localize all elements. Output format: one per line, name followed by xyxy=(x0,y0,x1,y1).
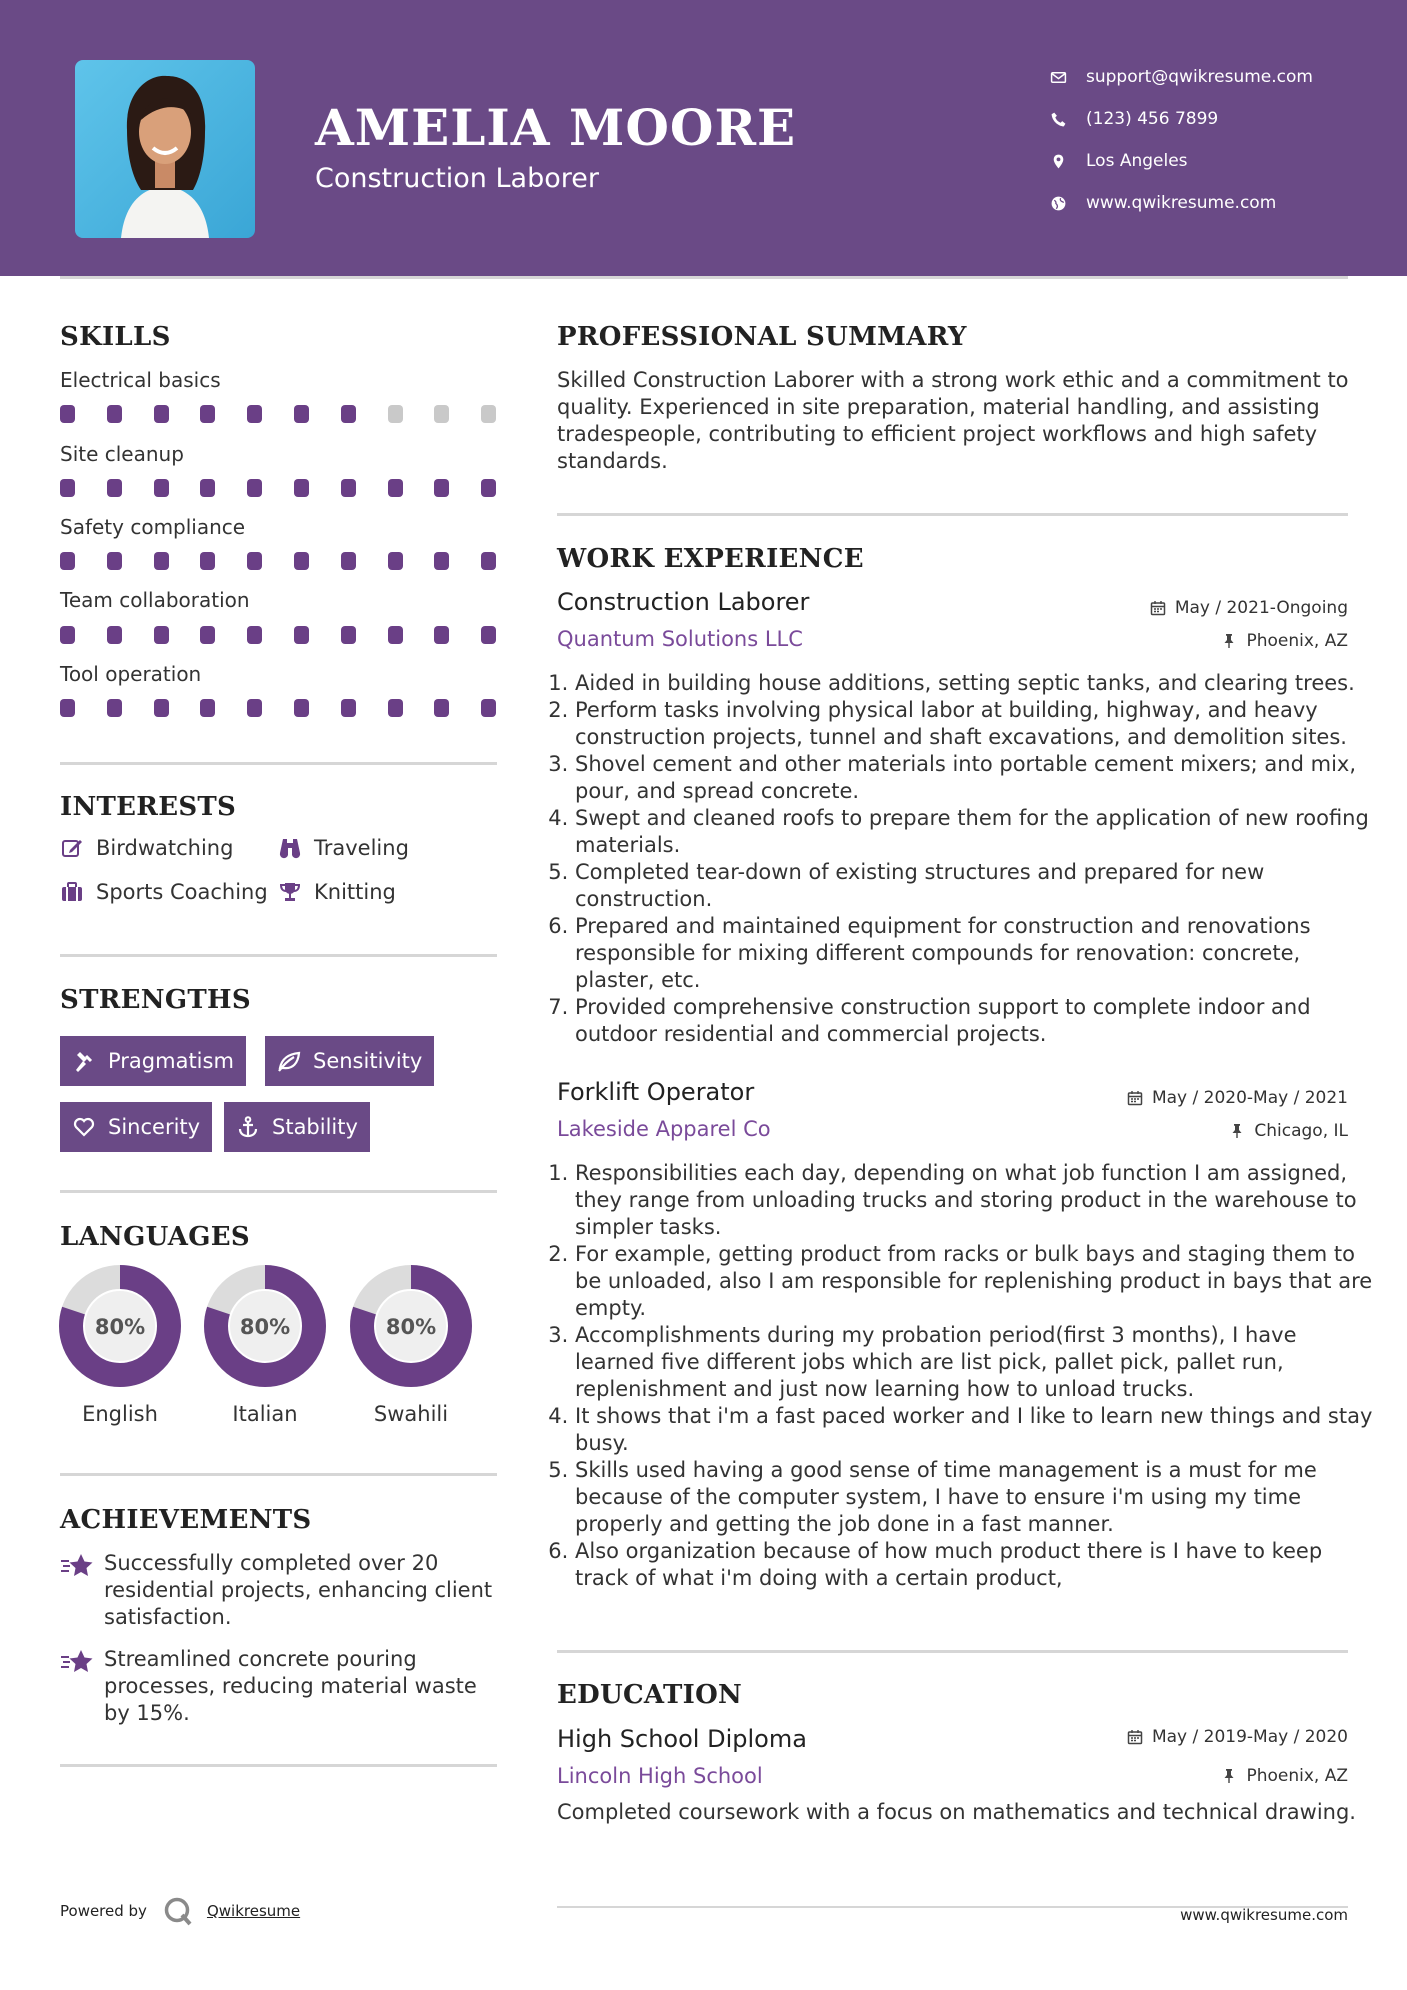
interest-label: Traveling xyxy=(314,836,409,860)
education-location-text: Phoenix, AZ xyxy=(1246,1766,1348,1786)
rating-dot-filled xyxy=(294,552,309,570)
rating-dot-filled xyxy=(107,699,122,717)
rating-dot-filled xyxy=(341,479,356,497)
qwikresume-logo-icon xyxy=(163,1896,193,1926)
interest-label: Sports Coaching xyxy=(96,880,268,904)
rating-dot-filled xyxy=(247,405,262,423)
job-location-text: Chicago, IL xyxy=(1254,1121,1348,1141)
achievement-text: Successfully completed over 20 residential projects, enhancing client satisfaction. xyxy=(104,1551,493,1629)
job-location xyxy=(1221,631,1348,651)
rating-dot-filled xyxy=(341,405,356,423)
skill-rating xyxy=(60,405,500,423)
section-divider xyxy=(557,1650,1348,1653)
achievement-text: Streamlined concrete pouring processes, reducing material waste by 15%. xyxy=(104,1647,477,1725)
envelope-icon xyxy=(1050,69,1086,86)
contact-website-text: www.qwikresume.com xyxy=(1086,193,1277,213)
job-title: Construction Laborer xyxy=(557,588,810,616)
bullet-item: 2. For example, getting product from racks or bulk bays and staging them to be unloaded, also I am responsible for replenishing product in bays that are empty. xyxy=(575,1241,1375,1322)
rating-dot-filled xyxy=(341,626,356,644)
skill-rating xyxy=(60,626,500,644)
school-name: Lincoln High School xyxy=(557,1764,763,1788)
rating-dot-filled xyxy=(107,626,122,644)
company-name: Quantum Solutions LLC xyxy=(557,627,803,651)
language-item xyxy=(50,1264,190,1426)
rating-dot-filled xyxy=(60,405,75,423)
rating-dot-filled xyxy=(247,552,262,570)
interest-item xyxy=(278,836,409,860)
powered-by-label: Powered by xyxy=(60,1902,147,1920)
rating-dot-filled xyxy=(294,405,309,423)
skill-label: Tool operation xyxy=(60,662,202,686)
strength-label: Sensitivity xyxy=(313,1049,423,1073)
company-name: Lakeside Apparel Co xyxy=(557,1117,771,1141)
rating-dot-filled xyxy=(434,552,449,570)
bullet-item: 2. Perform tasks involving physical labor at building, highway, and heavy construction projects, tunnel and shaft excavations, and demolition sites. xyxy=(575,697,1375,751)
rating-dot-filled xyxy=(481,699,496,717)
education-text: Completed coursework with a focus on mathematics and technical drawing. xyxy=(557,1800,1356,1824)
skill-label: Site cleanup xyxy=(60,442,184,466)
contact-website[interactable] xyxy=(1050,182,1390,224)
language-item xyxy=(195,1264,335,1426)
rating-dot-filled xyxy=(60,699,75,717)
rating-dot-filled xyxy=(200,405,215,423)
education-date xyxy=(1127,1727,1348,1747)
location-pin-icon xyxy=(1050,153,1086,170)
language-name: English xyxy=(82,1402,158,1426)
education-location xyxy=(1221,1766,1348,1786)
experience-heading: WORK EXPERIENCE xyxy=(557,544,864,574)
language-ring xyxy=(203,1264,327,1388)
strengths-heading: STRENGTHS xyxy=(60,985,251,1015)
leaf-icon xyxy=(277,1049,301,1073)
language-ring xyxy=(349,1264,473,1388)
strength-label: Pragmatism xyxy=(108,1049,234,1073)
strength-tag xyxy=(224,1102,370,1152)
job-location-text: Phoenix, AZ xyxy=(1246,631,1348,651)
pushpin-icon xyxy=(1229,1123,1245,1139)
rating-dot-filled xyxy=(294,699,309,717)
language-percent: 80% xyxy=(94,1315,146,1339)
rating-dot-filled xyxy=(294,479,309,497)
achievement-item xyxy=(60,1550,500,1631)
rating-dot-filled xyxy=(388,479,403,497)
rating-dot-filled xyxy=(434,626,449,644)
job-date-text: May / 2021-Ongoing xyxy=(1174,598,1348,618)
rating-dot-filled xyxy=(154,405,169,423)
skill-rating xyxy=(60,699,500,717)
rating-dot-filled xyxy=(154,626,169,644)
bullet-item: 6. Prepared and maintained equipment for construction and renovations responsible for mixing different compounds for renovation: concrete, plaster, etc. xyxy=(575,913,1375,994)
bullet-item: 1. Aided in building house additions, setting septic tanks, and clearing trees. xyxy=(575,670,1375,697)
star-icon xyxy=(60,1646,104,1727)
candidate-title: Construction Laborer xyxy=(315,163,599,194)
skill-rating xyxy=(60,552,500,570)
rating-dot-filled xyxy=(200,479,215,497)
contact-email-text: support@qwikresume.com xyxy=(1086,67,1313,87)
rating-dot-filled xyxy=(107,552,122,570)
summary-heading: PROFESSIONAL SUMMARY xyxy=(557,322,967,352)
skill-label: Electrical basics xyxy=(60,368,221,392)
contact-location-text: Los Angeles xyxy=(1086,151,1188,171)
contact-phone[interactable] xyxy=(1050,98,1390,140)
summary-text: Skilled Construction Laborer with a strong work ethic and a commitment to quality. Experienced in site preparation, material handling, and assisting tradespeople, contributing to efficient project workflows and high safety standards. xyxy=(557,368,1349,473)
contact-list xyxy=(1050,56,1390,224)
phone-icon xyxy=(1050,111,1086,128)
skill-label: Safety compliance xyxy=(60,515,246,539)
globe-icon xyxy=(1050,195,1086,212)
section-divider xyxy=(557,513,1348,516)
rating-dot-filled xyxy=(60,626,75,644)
job-bullets xyxy=(557,1160,1375,1592)
heart-icon xyxy=(72,1115,96,1139)
bullet-item: 5. Skills used having a good sense of time management is a must for me because of the computer system, I have to ensure i'm using my time properly and getting the job done in a fast manner. xyxy=(575,1457,1375,1538)
rating-dot-filled xyxy=(247,626,262,644)
contact-email[interactable] xyxy=(1050,56,1390,98)
rating-dot-filled xyxy=(481,479,496,497)
rating-dot-filled xyxy=(481,552,496,570)
section-divider xyxy=(60,1473,497,1476)
interest-item xyxy=(60,880,268,904)
bullet-item: 7. Provided comprehensive construction support to complete indoor and outdoor residential and commercial projects. xyxy=(575,994,1375,1048)
profile-photo xyxy=(75,60,255,238)
interest-label: Knitting xyxy=(314,880,396,904)
edit-icon xyxy=(60,836,96,860)
rating-dot-filled xyxy=(154,699,169,717)
bullet-item: 1. Responsibilities each day, depending on what job function I am assigned, they range from unloading trucks and storing product in the warehouse to simpler tasks. xyxy=(575,1160,1375,1241)
job-bullets xyxy=(557,670,1375,1048)
rating-dot-filled xyxy=(294,626,309,644)
job-location xyxy=(1229,1121,1348,1141)
strength-tag xyxy=(60,1036,246,1086)
trophy-icon xyxy=(278,880,314,904)
binoculars-icon xyxy=(278,836,314,860)
interest-item xyxy=(278,880,396,904)
rating-dot-filled xyxy=(388,552,403,570)
briefcase-icon xyxy=(60,880,96,904)
achievements-heading: ACHIEVEMENTS xyxy=(60,1505,312,1535)
bullet-item: 4. Swept and cleaned roofs to prepare them for the application of new roofing materials. xyxy=(575,805,1375,859)
candidate-name: AMELIA MOORE xyxy=(315,98,797,157)
section-divider xyxy=(60,1190,497,1193)
footer-url[interactable]: www.qwikresume.com xyxy=(1180,1906,1348,1924)
rating-dot-empty xyxy=(481,405,496,423)
rating-dot-filled xyxy=(154,479,169,497)
rating-dot-filled xyxy=(107,479,122,497)
section-divider xyxy=(60,762,497,765)
rating-dot-filled xyxy=(434,699,449,717)
skill-rating xyxy=(60,479,500,497)
strength-label: Sincerity xyxy=(108,1115,201,1139)
rating-dot-filled xyxy=(481,626,496,644)
achievement-item xyxy=(60,1646,500,1727)
rating-dot-empty xyxy=(434,405,449,423)
interest-label: Birdwatching xyxy=(96,836,234,860)
calendar-icon xyxy=(1150,600,1166,616)
bullet-item: 4. It shows that i'm a fast paced worker and I like to learn new things and stay busy. xyxy=(575,1403,1375,1457)
rating-dot-filled xyxy=(200,552,215,570)
rating-dot-filled xyxy=(154,552,169,570)
pushpin-icon xyxy=(1221,1768,1237,1784)
section-divider xyxy=(60,954,497,957)
footer-powered-by xyxy=(60,1896,300,1926)
calendar-icon xyxy=(1127,1729,1143,1745)
language-ring xyxy=(58,1264,182,1388)
job-date xyxy=(1127,1088,1348,1108)
degree-title: High School Diploma xyxy=(557,1725,807,1753)
resume-header xyxy=(0,0,1407,276)
language-percent: 80% xyxy=(385,1315,437,1339)
rating-dot-filled xyxy=(341,699,356,717)
contact-location xyxy=(1050,140,1390,182)
rating-dot-filled xyxy=(434,479,449,497)
rating-dot-filled xyxy=(388,626,403,644)
rating-dot-filled xyxy=(247,479,262,497)
bullet-item: 3. Shovel cement and other materials into portable cement mixers; and mix, pour, and spread concrete. xyxy=(575,751,1375,805)
job-date-text: May / 2020-May / 2021 xyxy=(1151,1088,1348,1108)
section-divider xyxy=(60,1764,497,1767)
education-date-text: May / 2019-May / 2020 xyxy=(1151,1727,1348,1747)
rating-dot-filled xyxy=(107,405,122,423)
rating-dot-filled xyxy=(247,699,262,717)
contact-phone-text: (123) 456 7899 xyxy=(1086,109,1219,129)
interests-heading: INTERESTS xyxy=(60,792,237,822)
star-icon xyxy=(60,1550,104,1631)
gavel-icon xyxy=(72,1049,96,1073)
interest-item xyxy=(60,836,233,860)
language-item xyxy=(341,1264,481,1426)
language-percent: 80% xyxy=(239,1315,291,1339)
rating-dot-filled xyxy=(341,552,356,570)
rating-dot-filled xyxy=(200,626,215,644)
language-name: Italian xyxy=(232,1402,298,1426)
rating-dot-filled xyxy=(60,479,75,497)
bullet-item: 3. Accomplishments during my probation period(first 3 months), I have learned five different jobs which are list pick, pallet pick, pallet run, replenishment and just now learning how to unload trucks. xyxy=(575,1322,1375,1403)
skills-heading: SKILLS xyxy=(60,322,171,352)
rating-dot-filled xyxy=(60,552,75,570)
header-divider xyxy=(60,276,1348,279)
brand-link[interactable]: Qwikresume xyxy=(206,1902,301,1920)
education-heading: EDUCATION xyxy=(557,1680,743,1710)
strength-label: Stability xyxy=(272,1115,358,1139)
rating-dot-empty xyxy=(388,405,403,423)
languages-heading: LANGUAGES xyxy=(60,1222,250,1252)
calendar-icon xyxy=(1127,1090,1143,1106)
bullet-item: 5. Completed tear-down of existing structures and prepared for new construction. xyxy=(575,859,1375,913)
anchor-icon xyxy=(236,1115,260,1139)
job-title: Forklift Operator xyxy=(557,1078,755,1106)
rating-dot-filled xyxy=(388,699,403,717)
strength-tag xyxy=(265,1036,434,1086)
strength-tag xyxy=(60,1102,212,1152)
job-date xyxy=(1150,598,1348,618)
rating-dot-filled xyxy=(200,699,215,717)
bullet-item: 6. Also organization because of how much product there is I have to keep track of what i'm doing with a certain product, xyxy=(575,1538,1375,1592)
pushpin-icon xyxy=(1221,633,1237,649)
skill-label: Team collaboration xyxy=(60,588,250,612)
language-name: Swahili xyxy=(373,1402,449,1426)
